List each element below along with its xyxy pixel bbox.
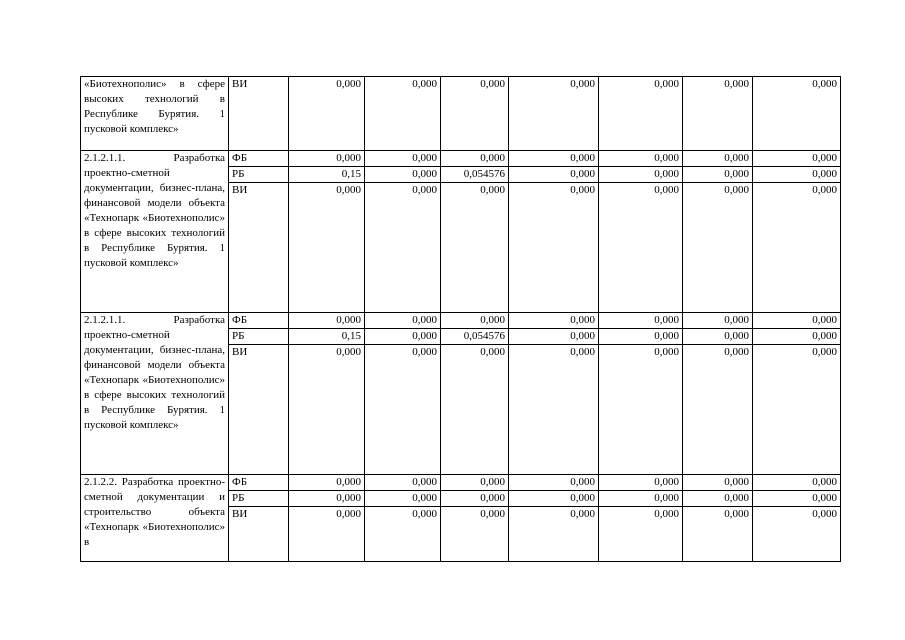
table-row xyxy=(81,313,841,329)
value-cell: 0,000 xyxy=(365,151,441,167)
value-cell: 0,000 xyxy=(509,151,599,167)
value-cell: 0,000 xyxy=(509,313,599,329)
value-cell: 0,000 xyxy=(599,329,683,345)
value-cell: 0,000 xyxy=(753,183,841,313)
funding-source-cell: ВИ xyxy=(229,507,289,562)
value-cell: 0,000 xyxy=(509,329,599,345)
value-cell: 0,000 xyxy=(365,77,441,151)
value-cell: 0,000 xyxy=(599,313,683,329)
funding-source-cell: РБ xyxy=(229,167,289,183)
value-cell: 0,000 xyxy=(753,491,841,507)
value-cell: 0,000 xyxy=(753,507,841,562)
funding-source-cell: РБ xyxy=(229,491,289,507)
value-cell: 0,000 xyxy=(683,507,753,562)
funding-source-cell: ФБ xyxy=(229,475,289,491)
value-cell: 0,000 xyxy=(441,77,509,151)
value-cell: 0,000 xyxy=(365,167,441,183)
value-cell: 0,000 xyxy=(441,345,509,475)
funding-source-cell: ВИ xyxy=(229,77,289,151)
value-cell: 0,000 xyxy=(683,313,753,329)
value-cell: 0,000 xyxy=(683,151,753,167)
value-cell: 0,000 xyxy=(441,491,509,507)
value-cell: 0,000 xyxy=(753,151,841,167)
measure-name-cell xyxy=(81,313,229,475)
value-cell: 0,000 xyxy=(289,507,365,562)
value-cell: 0,000 xyxy=(441,313,509,329)
value-cell: 0,000 xyxy=(441,475,509,491)
value-cell: 0,000 xyxy=(683,167,753,183)
value-cell: 0,000 xyxy=(509,475,599,491)
measure-name-text: 2.1.2.2. Разработка проектно-сметной документации и строительство объекта «Технопарк «Биотехнополис» в xyxy=(84,476,225,548)
value-cell: 0,000 xyxy=(753,475,841,491)
measure-name-text: 2.1.2.1.1. Разработка проектно-сметной документации, бизнес-плана, финансовой модели объекта «Технопарк «Биотехнополис» в сфере высоких технологий в Республике Бурятия. 1 пусковой комплекс» xyxy=(84,314,225,431)
value-cell: 0,000 xyxy=(599,151,683,167)
measure-name-text: 2.1.2.1.1. Разработка проектно-сметной документации, бизнес-плана, финансовой модели объекта «Технопарк «Биотехнополис» в сфере высоких технологий в Республике Бурятия. 1 пусковой комплекс» xyxy=(84,152,225,269)
value-cell: 0,000 xyxy=(753,77,841,151)
budget-table xyxy=(80,76,841,562)
value-cell: 0,000 xyxy=(509,183,599,313)
measure-name-cell xyxy=(81,77,229,151)
funding-source-cell: ФБ xyxy=(229,313,289,329)
funding-source-cell: ФБ xyxy=(229,151,289,167)
budget-table-body xyxy=(81,77,841,562)
value-cell: 0,000 xyxy=(289,77,365,151)
value-cell: 0,000 xyxy=(289,151,365,167)
value-cell: 0,000 xyxy=(365,491,441,507)
value-cell: 0,000 xyxy=(289,345,365,475)
table-row xyxy=(81,151,841,167)
value-cell: 0,000 xyxy=(289,313,365,329)
measure-name-text: «Биотехнополис» в сфере высоких технологий в Республике Бурятия. 1 пусковой комплекс» xyxy=(84,78,225,135)
value-cell: 0,000 xyxy=(753,313,841,329)
value-cell: 0,000 xyxy=(683,77,753,151)
value-cell: 0,000 xyxy=(289,183,365,313)
value-cell: 0,000 xyxy=(599,345,683,475)
value-cell: 0,000 xyxy=(441,183,509,313)
value-cell: 0,000 xyxy=(509,507,599,562)
value-cell: 0,000 xyxy=(599,167,683,183)
value-cell: 0,000 xyxy=(753,329,841,345)
value-cell: 0,000 xyxy=(683,183,753,313)
value-cell: 0,000 xyxy=(753,167,841,183)
value-cell: 0,15 xyxy=(289,167,365,183)
value-cell: 0,000 xyxy=(441,151,509,167)
table-row xyxy=(81,475,841,491)
value-cell: 0,000 xyxy=(599,475,683,491)
value-cell: 0,000 xyxy=(599,183,683,313)
value-cell: 0,054576 xyxy=(441,329,509,345)
value-cell: 0,000 xyxy=(683,345,753,475)
value-cell: 0,000 xyxy=(365,475,441,491)
value-cell: 0,000 xyxy=(441,507,509,562)
value-cell: 0,000 xyxy=(509,77,599,151)
table-row xyxy=(81,77,841,151)
value-cell: 0,000 xyxy=(509,491,599,507)
value-cell: 0,000 xyxy=(289,475,365,491)
value-cell: 0,000 xyxy=(599,491,683,507)
value-cell: 0,000 xyxy=(289,491,365,507)
measure-name-cell xyxy=(81,151,229,313)
value-cell: 0,000 xyxy=(599,507,683,562)
value-cell: 0,000 xyxy=(365,313,441,329)
value-cell: 0,000 xyxy=(683,329,753,345)
value-cell: 0,000 xyxy=(365,329,441,345)
value-cell: 0,000 xyxy=(753,345,841,475)
value-cell: 0,000 xyxy=(599,77,683,151)
value-cell: 0,000 xyxy=(365,507,441,562)
measure-name-cell xyxy=(81,475,229,562)
value-cell: 0,054576 xyxy=(441,167,509,183)
value-cell: 0,000 xyxy=(683,491,753,507)
funding-source-cell: ВИ xyxy=(229,183,289,313)
value-cell: 0,000 xyxy=(509,167,599,183)
value-cell: 0,000 xyxy=(365,345,441,475)
value-cell: 0,000 xyxy=(683,475,753,491)
value-cell: 0,000 xyxy=(509,345,599,475)
funding-source-cell: РБ xyxy=(229,329,289,345)
value-cell: 0,15 xyxy=(289,329,365,345)
funding-source-cell: ВИ xyxy=(229,345,289,475)
value-cell: 0,000 xyxy=(365,183,441,313)
